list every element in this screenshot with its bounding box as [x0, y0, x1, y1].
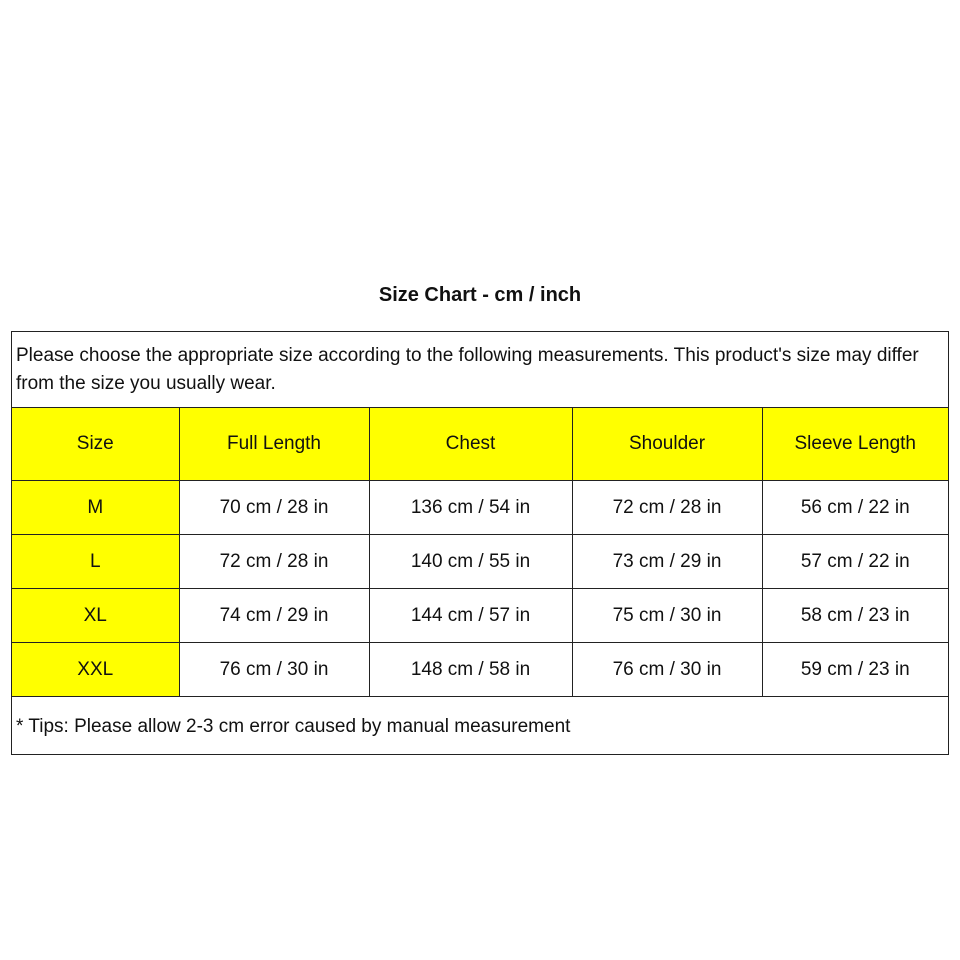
chest-value: 136 cm / 54 in: [369, 481, 572, 535]
header-shoulder: Shoulder: [572, 408, 762, 481]
page-title: Size Chart - cm / inch: [378, 284, 582, 306]
shoulder-value: 75 cm / 30 in: [572, 589, 762, 643]
header-sleeve-length: Sleeve Length: [762, 408, 948, 481]
table-row: [12, 643, 948, 697]
tips-note: * Tips: Please allow 2-3 cm error caused by manual measurement: [16, 716, 571, 737]
size-label: M: [12, 481, 179, 535]
header-chest: Chest: [369, 408, 572, 481]
size-label: XL: [12, 589, 179, 643]
sleeve-length-value: 58 cm / 23 in: [762, 589, 948, 643]
size-table: [12, 408, 948, 697]
sleeve-length-value: 59 cm / 23 in: [762, 643, 948, 697]
table-row: [12, 589, 948, 643]
table-row: [12, 535, 948, 589]
table-row: [12, 481, 948, 535]
size-chart: [11, 331, 949, 755]
size-label: XXL: [12, 643, 179, 697]
shoulder-value: 73 cm / 29 in: [572, 535, 762, 589]
header-full-length: Full Length: [179, 408, 369, 481]
full-length-value: 74 cm / 29 in: [179, 589, 369, 643]
size-label: L: [12, 535, 179, 589]
chest-value: 140 cm / 55 in: [369, 535, 572, 589]
shoulder-value: 72 cm / 28 in: [572, 481, 762, 535]
full-length-value: 72 cm / 28 in: [179, 535, 369, 589]
full-length-value: 70 cm / 28 in: [179, 481, 369, 535]
sleeve-length-value: 57 cm / 22 in: [762, 535, 948, 589]
header-size: Size: [12, 408, 179, 481]
intro-text: Please choose the appropriate size according to the following measurements. This product's size may differ from the size you usually wear.: [12, 332, 948, 408]
shoulder-value: 76 cm / 30 in: [572, 643, 762, 697]
sleeve-length-value: 56 cm / 22 in: [762, 481, 948, 535]
full-length-value: 76 cm / 30 in: [179, 643, 369, 697]
chest-value: 148 cm / 58 in: [369, 643, 572, 697]
header-row: [12, 408, 948, 481]
chest-value: 144 cm / 57 in: [369, 589, 572, 643]
